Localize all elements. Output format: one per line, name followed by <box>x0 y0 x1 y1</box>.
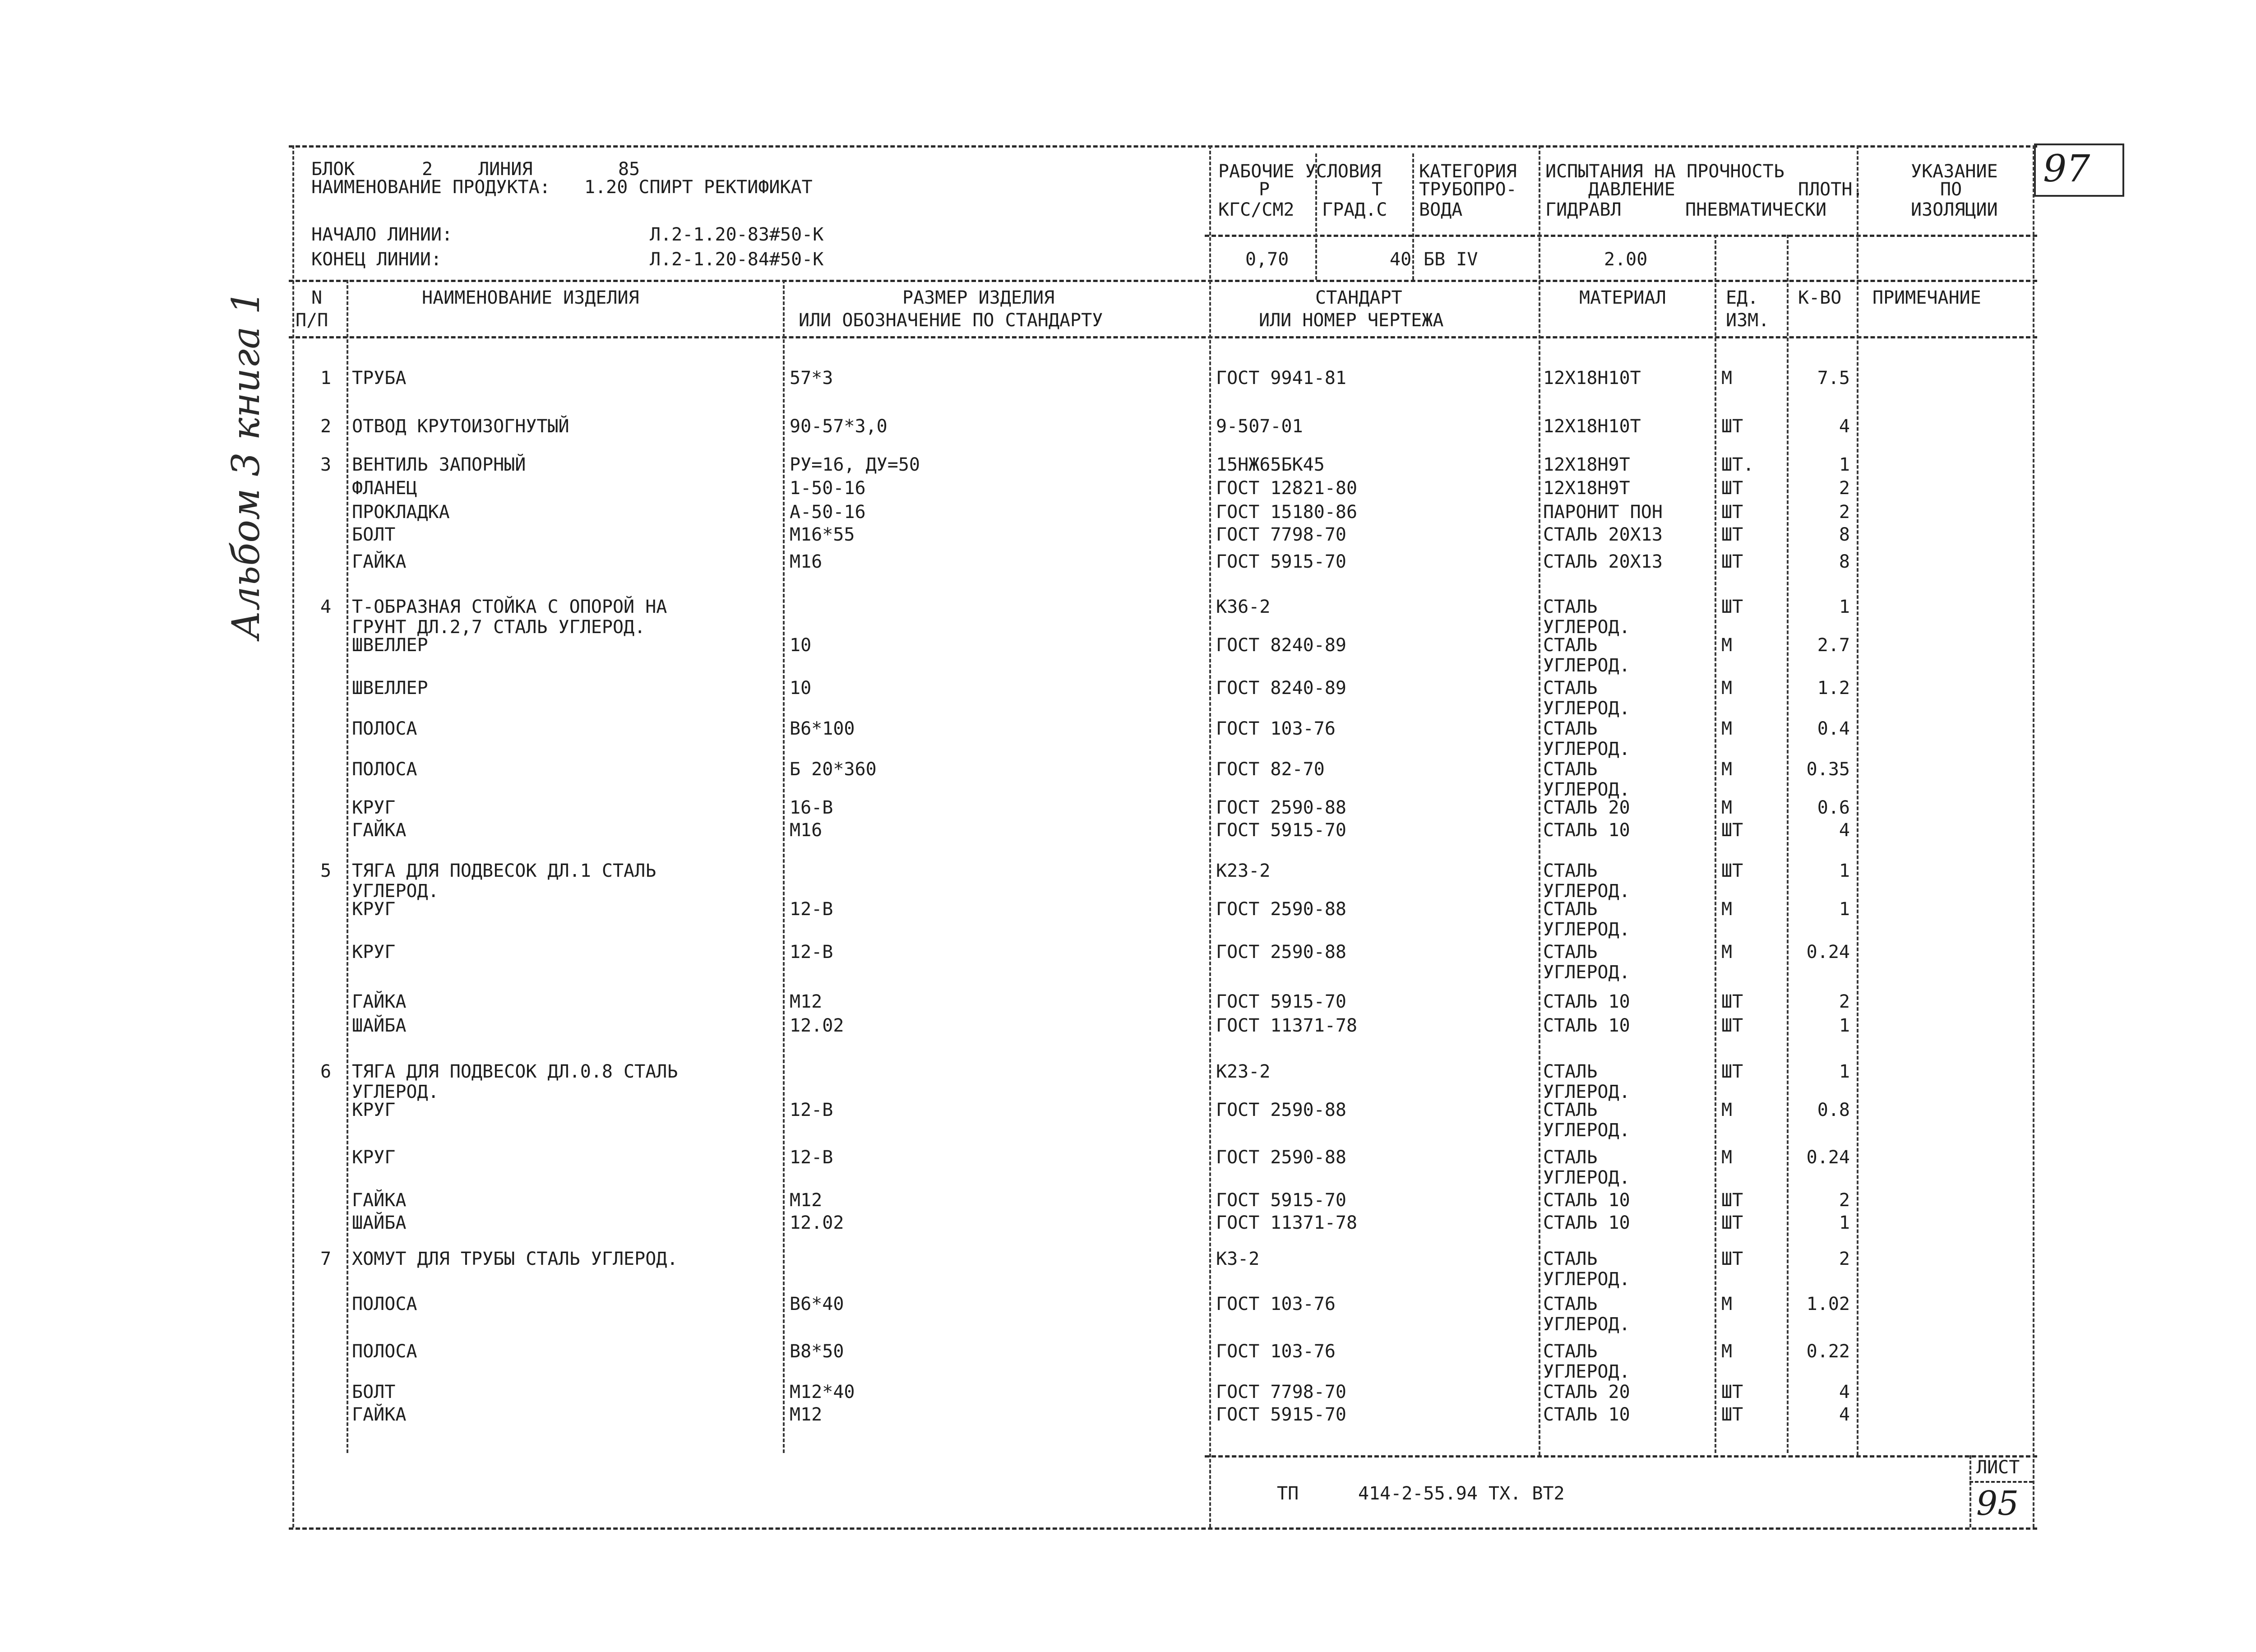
row-unit: ШТ <box>1721 1404 1743 1425</box>
row-size: 10 <box>790 635 812 656</box>
row-quantity: 2 <box>1839 1249 1850 1269</box>
col-std-header-2: ИЛИ НОМЕР ЧЕРТЕЖА <box>1259 310 1444 331</box>
sheet-divider <box>1969 1481 2033 1483</box>
row-material: СТАЛЬ 20Х13 <box>1543 551 1663 572</box>
row-standard: ГОСТ 2590-88 <box>1216 797 1346 818</box>
row-name: ГАЙКА <box>352 1190 407 1211</box>
row-standard: К36-2 <box>1216 597 1271 617</box>
row-material-cont: УГЛЕРОД. <box>1543 1120 1630 1141</box>
row-size: М16*55 <box>790 524 855 545</box>
row-standard: ГОСТ 7798-70 <box>1216 1382 1346 1402</box>
row-quantity: 1 <box>1839 1061 1850 1082</box>
t-symbol: Т <box>1372 179 1383 200</box>
row-size: А-50-16 <box>790 502 866 523</box>
liniya-number: 85 <box>618 159 640 180</box>
row-standard: ГОСТ 5915-70 <box>1216 551 1346 572</box>
row-material-cont: УГЛЕРОД. <box>1543 617 1630 638</box>
row-unit: М <box>1721 899 1733 920</box>
row-number: 6 <box>320 1061 332 1082</box>
row-standard: ГОСТ 2590-88 <box>1216 1147 1346 1168</box>
row-unit: ШТ <box>1721 1212 1743 1233</box>
row-standard: ГОСТ 5915-70 <box>1216 1190 1346 1211</box>
row-size: В8*50 <box>790 1341 844 1362</box>
row-material: СТАЛЬ <box>1543 861 1598 881</box>
row-standard: ГОСТ 82-70 <box>1216 759 1325 780</box>
row-name: КРУГ <box>352 899 396 920</box>
row-material: 12Х18Н10Т <box>1543 368 1641 389</box>
row-material-cont: УГЛЕРОД. <box>1543 962 1630 983</box>
row-standard: ГОСТ 11371-78 <box>1216 1015 1358 1036</box>
row-material: СТАЛЬ 10 <box>1543 1404 1630 1425</box>
row-standard: ГОСТ 103-76 <box>1216 1341 1336 1362</box>
p-value: 0,70 <box>1245 249 1289 270</box>
row-name: ПОЛОСА <box>352 1294 417 1314</box>
row-standard: ГОСТ 2590-88 <box>1216 899 1346 920</box>
category-title-2: ТРУБОПРО- <box>1419 179 1517 200</box>
col-unit-header-2: ИЗМ. <box>1726 310 1770 331</box>
row-material: 12Х18Н9Т <box>1543 454 1630 475</box>
category-title-3: ВОДА <box>1419 199 1463 220</box>
row-quantity: 2 <box>1839 478 1850 499</box>
row-name: ПОЛОСА <box>352 1341 417 1362</box>
start-value: Л.2-1.20-83#50-К <box>650 224 824 245</box>
row-quantity: 1 <box>1839 861 1850 881</box>
row-standard: ГОСТ 2590-88 <box>1216 942 1346 963</box>
row-material: СТАЛЬ <box>1543 1100 1598 1120</box>
row-quantity: 7.5 <box>1817 368 1850 389</box>
row-unit: ШТ <box>1721 1061 1743 1082</box>
row-name: ФЛАНЕЦ <box>352 478 417 499</box>
body-end-line <box>1205 1455 2037 1458</box>
row-material-cont: УГЛЕРОД. <box>1543 1269 1630 1290</box>
row-name: ШВЕЛЛЕР <box>352 635 428 656</box>
row-name: ГАЙКА <box>352 991 407 1012</box>
row-name: ГАЙКА <box>352 1404 407 1425</box>
row-number: 1 <box>320 368 332 389</box>
row-name: ХОМУТ ДЛЯ ТРУБЫ СТАЛЬ УГЛЕРОД. <box>352 1249 678 1269</box>
row-quantity: 2.7 <box>1817 635 1850 656</box>
sheet-number-top: 97 <box>2043 148 2090 190</box>
row-size: 12.02 <box>790 1212 844 1233</box>
row-name: ВЕНТИЛЬ ЗАПОРНЫЙ <box>352 454 526 475</box>
row-unit: ШТ <box>1721 1249 1743 1269</box>
row-material: СТАЛЬ 10 <box>1543 1212 1630 1233</box>
row-standard: ГОСТ 8240-89 <box>1216 678 1346 699</box>
header-divider-1 <box>1205 235 2037 237</box>
row-number: 7 <box>320 1249 332 1269</box>
row-unit: М <box>1721 1100 1733 1120</box>
row-quantity: 0.4 <box>1817 718 1850 739</box>
hydro-value: 2.00 <box>1604 249 1648 270</box>
header-divider-2 <box>289 280 2037 282</box>
col-material-header: МАТЕРИАЛ <box>1579 287 1666 308</box>
row-material-cont: УГЛЕРОД. <box>1543 1082 1630 1102</box>
insulation-title-3: ИЗОЛЯЦИИ <box>1911 199 1998 220</box>
row-standard: К3-2 <box>1216 1249 1260 1269</box>
col-name-line <box>783 280 785 1453</box>
row-unit: М <box>1721 942 1733 963</box>
row-quantity: 1 <box>1839 597 1850 617</box>
row-quantity: 8 <box>1839 524 1850 545</box>
row-size: 90-57*3,0 <box>790 416 888 437</box>
hydraulic-title: ГИДРАВЛ <box>1545 199 1622 220</box>
row-material: СТАЛЬ <box>1543 718 1598 739</box>
row-name: БОЛТ <box>352 524 396 545</box>
row-material: СТАЛЬ 10 <box>1543 1190 1630 1211</box>
row-size: М12 <box>790 1190 823 1211</box>
row-quantity: 1 <box>1839 454 1850 475</box>
row-unit: М <box>1721 635 1733 656</box>
end-label: КОНЕЦ ЛИНИИ: <box>311 249 442 270</box>
row-size: 1-50-16 <box>790 478 866 499</box>
row-material: СТАЛЬ 20 <box>1543 1382 1630 1402</box>
row-quantity: 1.02 <box>1806 1294 1850 1314</box>
row-quantity: 2 <box>1839 502 1850 523</box>
row-material: СТАЛЬ <box>1543 899 1598 920</box>
row-standard: ГОСТ 12821-80 <box>1216 478 1358 499</box>
row-material-cont: УГЛЕРОД. <box>1543 698 1630 719</box>
row-standard: ГОСТ 8240-89 <box>1216 635 1346 656</box>
row-name: КРУГ <box>352 942 396 963</box>
row-material: ПАРОНИТ ПОН <box>1543 502 1663 523</box>
insulation-title-2: ПО <box>1940 179 1962 200</box>
row-size: М16 <box>790 551 823 572</box>
row-name: ШАЙБА <box>352 1015 407 1036</box>
row-quantity: 0.8 <box>1817 1100 1850 1120</box>
row-material: СТАЛЬ <box>1543 759 1598 780</box>
row-quantity: 2 <box>1839 1190 1850 1211</box>
product-label: НАИМЕНОВАНИЕ ПРОДУКТА: <box>311 177 550 198</box>
row-material: 12Х18Н9Т <box>1543 478 1630 499</box>
footer-doc: 414-2-55.94 ТХ. ВТ2 <box>1358 1483 1565 1504</box>
col-qty-line <box>1857 145 1858 1455</box>
p-symbol: Р <box>1259 179 1270 200</box>
row-number: 4 <box>320 597 332 617</box>
row-size: 12-В <box>790 1100 833 1120</box>
frame-right-line <box>2033 145 2034 1527</box>
product-name: 1.20 СПИРТ РЕКТИФИКАТ <box>584 177 813 198</box>
col-pp-header: П/П <box>296 310 328 331</box>
row-size: М16 <box>790 820 823 841</box>
row-quantity: 4 <box>1839 416 1850 437</box>
pneumatic-title: ПНЕВМАТИЧЕСКИ <box>1685 199 1827 220</box>
row-unit: ШТ <box>1721 1015 1743 1036</box>
row-name: ШАЙБА <box>352 1212 407 1233</box>
category-title-1: КАТЕГОРИЯ <box>1419 161 1517 182</box>
row-name: КРУГ <box>352 797 396 818</box>
row-size: Б 20*360 <box>790 759 877 780</box>
row-unit: ШТ <box>1721 820 1743 841</box>
row-standard: К23-2 <box>1216 1061 1271 1082</box>
row-name: КРУГ <box>352 1147 396 1168</box>
row-material-cont: УГЛЕРОД. <box>1543 739 1630 759</box>
blok-label: БЛОК <box>311 159 355 180</box>
row-material: СТАЛЬ <box>1543 678 1598 699</box>
row-material: СТАЛЬ <box>1543 597 1598 617</box>
row-name-cont: УГЛЕРОД. <box>352 881 439 902</box>
album-side-note: Альбом 3 книга 1 <box>224 290 268 639</box>
sheet-number: 95 <box>1976 1484 2019 1523</box>
row-material-cont: УГЛЕРОД. <box>1543 1314 1630 1335</box>
row-unit: М <box>1721 368 1733 389</box>
row-standard: 9-507-01 <box>1216 416 1303 437</box>
row-material: СТАЛЬ <box>1543 1249 1598 1269</box>
row-quantity: 2 <box>1839 991 1850 1012</box>
row-size: М12*40 <box>790 1382 855 1402</box>
col-mat-line <box>1715 235 1716 1453</box>
row-unit: М <box>1721 718 1733 739</box>
category-value: БВ IV <box>1424 249 1478 270</box>
row-quantity: 4 <box>1839 1404 1850 1425</box>
work-conditions-title: РАБОЧИЕ УСЛОВИЯ <box>1218 161 1382 182</box>
row-material-cont: УГЛЕРОД. <box>1543 1361 1630 1382</box>
row-material: СТАЛЬ <box>1543 1341 1598 1362</box>
row-unit: ШТ <box>1721 502 1743 523</box>
row-name: ГАЙКА <box>352 820 407 841</box>
row-quantity: 8 <box>1839 551 1850 572</box>
row-standard: ГОСТ 7798-70 <box>1216 524 1346 545</box>
row-material: 12Х18Н10Т <box>1543 416 1641 437</box>
row-standard: ГОСТ 5915-70 <box>1216 991 1346 1012</box>
row-name: ПОЛОСА <box>352 718 417 739</box>
start-label: НАЧАЛО ЛИНИИ: <box>311 224 453 245</box>
col-n-header: N <box>311 287 323 308</box>
row-name: ТРУБА <box>352 368 407 389</box>
row-size: РУ=16, ДУ=50 <box>790 454 920 475</box>
row-standard: ГОСТ 15180-86 <box>1216 502 1358 523</box>
row-material: СТАЛЬ <box>1543 1294 1598 1314</box>
row-unit: ШТ. <box>1721 454 1754 475</box>
t-value: 40 <box>1390 249 1412 270</box>
col-n-line <box>347 280 348 1453</box>
frame-left-line <box>292 145 294 1527</box>
row-size: 10 <box>790 678 812 699</box>
blok-number: 2 <box>422 159 433 180</box>
row-quantity: 1 <box>1839 1015 1850 1036</box>
end-value: Л.2-1.20-84#50-К <box>650 249 824 270</box>
row-standard: ГОСТ 5915-70 <box>1216 1404 1346 1425</box>
row-standard: ГОСТ 103-76 <box>1216 718 1336 739</box>
row-quantity: 1.2 <box>1817 678 1850 699</box>
row-unit: М <box>1721 797 1733 818</box>
col-std-header-1: СТАНДАРТ <box>1315 287 1402 308</box>
row-material-cont: УГЛЕРОД. <box>1543 919 1630 940</box>
footer-sheet-line <box>1969 1455 1971 1527</box>
row-name: ТЯГА ДЛЯ ПОДВЕСОК ДЛ.1 СТАЛЬ <box>352 861 656 881</box>
header-cat-line <box>1412 153 1414 280</box>
row-size: 12-В <box>790 942 833 963</box>
row-quantity: 1 <box>1839 899 1850 920</box>
frame-top-line <box>289 145 2037 148</box>
row-size: В6*100 <box>790 718 855 739</box>
row-name: БОЛТ <box>352 1382 396 1402</box>
row-standard: К23-2 <box>1216 861 1271 881</box>
row-size: 12-В <box>790 1147 833 1168</box>
col-size-header-1: РАЗМЕР ИЗДЕЛИЯ <box>902 287 1055 308</box>
row-quantity: 4 <box>1839 820 1850 841</box>
row-number: 5 <box>320 861 332 881</box>
row-name-cont: УГЛЕРОД. <box>352 1082 439 1102</box>
p-units: КГС/СМ2 <box>1218 199 1294 220</box>
row-standard: ГОСТ 2590-88 <box>1216 1100 1346 1120</box>
row-material: СТАЛЬ <box>1543 635 1598 656</box>
col-unit-header-1: ЕД. <box>1726 287 1759 308</box>
row-standard: 15НЖ65БК45 <box>1216 454 1325 475</box>
row-material: СТАЛЬ <box>1543 1147 1598 1168</box>
row-unit: ШТ <box>1721 597 1743 617</box>
row-size: М12 <box>790 991 823 1012</box>
row-material-cont: УГЛЕРОД. <box>1543 1167 1630 1188</box>
row-unit: ШТ <box>1721 1382 1743 1402</box>
col-std-line <box>1539 145 1540 1455</box>
row-name: ПОЛОСА <box>352 759 417 780</box>
liniya-label: ЛИНИЯ <box>478 159 533 180</box>
footer-tp: ТП <box>1277 1483 1299 1504</box>
row-size: 12-В <box>790 899 833 920</box>
col-name-header: НАИМЕНОВАНИЕ ИЗДЕЛИЯ <box>422 287 639 308</box>
row-name: ОТВОД КРУТОИЗОГНУТЫЙ <box>352 416 569 437</box>
row-name: Т-ОБРАЗНАЯ СТОЙКА С ОПОРОЙ НА <box>352 597 667 617</box>
row-material-cont: УГЛЕРОД. <box>1543 655 1630 676</box>
row-size: 57*3 <box>790 368 833 389</box>
sheet-label: ЛИСТ <box>1976 1457 2020 1478</box>
row-material-cont: УГЛЕРОД. <box>1543 779 1630 800</box>
test-title: ИСПЫТАНИЯ НА ПРОЧНОСТЬ <box>1545 161 1784 182</box>
row-size: 16-В <box>790 797 833 818</box>
pressure-title: ДАВЛЕНИЕ <box>1588 179 1675 200</box>
row-unit: М <box>1721 1341 1733 1362</box>
col-note-header: ПРИМЕЧАНИЕ <box>1872 287 1981 308</box>
row-standard: ГОСТ 11371-78 <box>1216 1212 1358 1233</box>
row-name: ПРОКЛАДКА <box>352 502 450 523</box>
row-unit: М <box>1721 678 1733 699</box>
row-size: 12.02 <box>790 1015 844 1036</box>
row-material: СТАЛЬ 10 <box>1543 1015 1630 1036</box>
row-material: СТАЛЬ 20Х13 <box>1543 524 1663 545</box>
row-number: 3 <box>320 454 332 475</box>
row-unit: ШТ <box>1721 551 1743 572</box>
row-material-cont: УГЛЕРОД. <box>1543 881 1630 902</box>
row-quantity: 0.24 <box>1806 942 1850 963</box>
row-name: ШВЕЛЛЕР <box>352 678 428 699</box>
row-unit: ШТ <box>1721 524 1743 545</box>
col-size-header-2: ИЛИ ОБОЗНАЧЕНИЕ ПО СТАНДАРТУ <box>799 310 1103 331</box>
row-standard: ГОСТ 103-76 <box>1216 1294 1336 1314</box>
row-material: СТАЛЬ <box>1543 942 1598 963</box>
col-size-line <box>1209 145 1211 1527</box>
row-name: ГАЙКА <box>352 551 407 572</box>
row-unit: ШТ <box>1721 861 1743 881</box>
row-name: КРУГ <box>352 1100 396 1120</box>
row-size: В6*40 <box>790 1294 844 1314</box>
row-unit: ШТ <box>1721 416 1743 437</box>
row-unit: М <box>1721 759 1733 780</box>
row-standard: ГОСТ 9941-81 <box>1216 368 1346 389</box>
row-number: 2 <box>320 416 332 437</box>
row-material: СТАЛЬ 10 <box>1543 820 1630 841</box>
row-name: ТЯГА ДЛЯ ПОДВЕСОК ДЛ.0.8 СТАЛЬ <box>352 1061 678 1082</box>
row-material: СТАЛЬ 10 <box>1543 991 1630 1012</box>
frame-bottom-line <box>289 1527 2037 1530</box>
row-quantity: 4 <box>1839 1382 1850 1402</box>
row-quantity: 0.6 <box>1817 797 1850 818</box>
row-quantity: 0.22 <box>1806 1341 1850 1362</box>
row-quantity: 0.35 <box>1806 759 1850 780</box>
row-unit: ШТ <box>1721 991 1743 1012</box>
row-name-cont: ГРУНТ ДЛ.2,7 СТАЛЬ УГЛЕРОД. <box>352 617 646 638</box>
row-size: М12 <box>790 1404 823 1425</box>
row-unit: М <box>1721 1147 1733 1168</box>
row-unit: ШТ <box>1721 478 1743 499</box>
row-quantity: 0.24 <box>1806 1147 1850 1168</box>
row-standard: ГОСТ 5915-70 <box>1216 820 1346 841</box>
row-unit: М <box>1721 1294 1733 1314</box>
row-material: СТАЛЬ 20 <box>1543 797 1630 818</box>
row-unit: ШТ <box>1721 1190 1743 1211</box>
row-material: СТАЛЬ <box>1543 1061 1598 1082</box>
row-quantity: 1 <box>1839 1212 1850 1233</box>
t-units: ГРАД.С <box>1322 199 1387 220</box>
col-qty-header: К-ВО <box>1798 287 1842 308</box>
columns-divider <box>289 336 2037 338</box>
density-title: ПЛОТН. <box>1798 179 1863 200</box>
insulation-title-1: УКАЗАНИЕ <box>1911 161 1998 182</box>
